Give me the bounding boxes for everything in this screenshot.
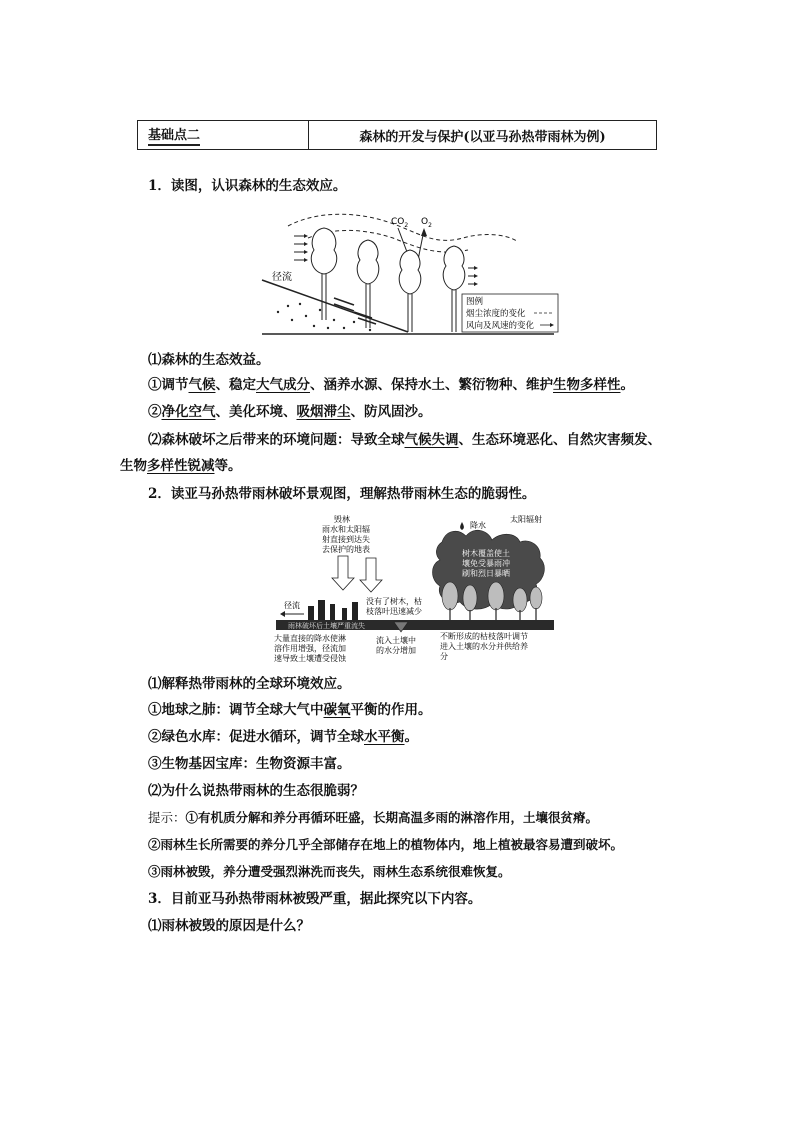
q1-p1: ⑴森林的生态效益。 (148, 352, 270, 368)
fire-line4: 去保护的地表 (322, 545, 370, 554)
q2-title: 2．读亚马孙热带雨林破坏景观图，理解热带雨林生态的脆弱性。 (148, 486, 536, 502)
bottom-mid-1: 流入土壤中 (376, 636, 416, 645)
bottom-left-3: 速导致土壤遭受侵蚀 (274, 654, 346, 663)
q1-title: 1．读图，认识森林的生态效应。 (148, 178, 347, 194)
section-title: 森林的开发与保护(以亚马孙热带雨林为例) (359, 129, 606, 145)
section-label: 基础点二 (148, 124, 200, 146)
section-label-cell (138, 121, 309, 149)
middle-line1: 没有了树木，枯 (366, 597, 422, 606)
legend-wind: 风向及风速的变化 (466, 321, 535, 331)
middle-line2: 枝落叶迅速减少 (366, 607, 422, 616)
canopy-line3: 刷和烈日暴晒 (462, 569, 510, 578)
q2-p3: ②绿色水库：促进水循环，调节全球水平衡。 (148, 729, 418, 745)
rain-drop-icon (460, 522, 464, 530)
o2-arrowhead (421, 228, 427, 236)
q2-hint2: ②雨林生长所需要的养分几乎全部储存在地上的植物体内，地上植被最容易遭到破坏。 (148, 837, 624, 852)
downward-arrow-mid (360, 558, 382, 592)
rainforest-destruction-figure (274, 510, 564, 666)
co2-label: $CO_2$ (391, 217, 409, 229)
wind-arrows-left (294, 236, 306, 260)
q2-p2: ①地球之肺：调节全球大气中碳氧平衡的作用。 (148, 702, 432, 718)
q2-p4: ③生物基因宝库：生物资源丰富。 (148, 756, 351, 772)
q1-p4-line1: ⑵森林破坏之后带来的环境问题：导致全球气候失调、生态环境恶化、自然灾害频发、 (148, 432, 661, 448)
section-header (137, 120, 657, 150)
rain-label: 降水 (470, 521, 486, 530)
q1-p4-line2: 生物多样性锐减等。 (120, 458, 242, 474)
fire-line1: 毁林 (334, 515, 350, 524)
fire-line3: 射直接到达失 (322, 535, 370, 544)
tree-stumps (308, 600, 358, 620)
runoff-label: 径流 (272, 272, 292, 283)
tree-1 (311, 228, 337, 320)
sun-label: 太阳辐射 (510, 515, 542, 524)
q1-p3: ②净化空气、美化环境、吸烟滞尘、防风固沙。 (148, 404, 432, 420)
canopy-line1: 树木覆盖使土 (462, 549, 510, 558)
q3-p1: ⑴雨林被毁的原因是什么？ (148, 918, 310, 934)
bottom-right-3: 分 (440, 652, 448, 661)
tree-3 (399, 250, 421, 332)
q1-p2: ①调节气候、稳定大气成分、涵养水源、保持水土、繁衍物种、维护生物多样性。 (148, 377, 634, 393)
forest-effect-figure (258, 208, 562, 338)
bottom-mid-2: 的水分增加 (376, 646, 416, 655)
ground-label: 雨林破坏后土壤严重流失 (288, 622, 365, 630)
legend-title: 图例 (466, 297, 484, 307)
q2-hint3: ③雨林被毁，养分遭受强烈淋洗而丧失，雨林生态系统很难恢复。 (148, 864, 511, 879)
slope-line (262, 280, 408, 332)
runoff-label: 径流 (284, 601, 300, 610)
downward-arrow-left (332, 556, 354, 590)
soil-dots (277, 303, 371, 331)
legend-dust: 烟尘浓度的变化 (466, 309, 526, 319)
q2-p1: ⑴解释热带雨林的全球环境效应。 (148, 676, 351, 692)
q2-hint1: 提示：①有机质分解和养分再循环旺盛，长期高温多雨的淋溶作用，土壤很贫瘠。 (148, 810, 599, 825)
q3-title: 3．目前亚马孙热带雨林被毁严重，据此探究以下内容。 (148, 891, 482, 907)
bottom-right-2: 进入土壤的水分并供给养 (440, 642, 528, 651)
o2-label: $O_2$ (421, 217, 432, 229)
bottom-left-2: 溶作用增强，径流加 (274, 644, 346, 653)
fire-line2: 雨水和太阳辐 (322, 525, 370, 534)
q2-p5: ⑵为什么说热带雨林的生态很脆弱？ (148, 783, 364, 799)
bottom-left-1: 大量直接的降水使淋 (274, 634, 346, 643)
tree-4 (443, 246, 465, 332)
canopy-line2: 壤免受暴雨冲 (462, 559, 510, 568)
bottom-right-1: 不断形成的枯枝落叶调节 (440, 632, 528, 641)
